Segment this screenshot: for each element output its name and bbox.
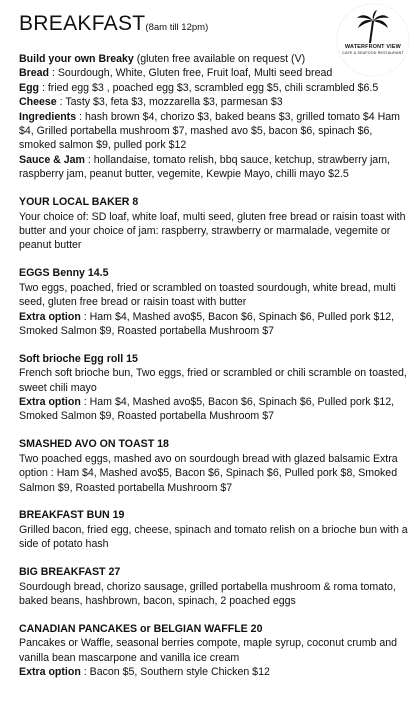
section-description: Sourdough bread, chorizo sausage, grilled portabella mushroom & roma tomato, baked beans, hashbrown, bacon, spinach, 2 poached eggs: [19, 580, 396, 607]
list-item: [19, 66, 411, 80]
section-title-text: YOUR LOCAL BAKER 8: [19, 196, 139, 209]
extra-label: Extra option: [19, 666, 81, 679]
menu-body: [19, 52, 411, 693]
list-item: [19, 95, 411, 109]
logo-name: WATERFRONT VIEW: [345, 44, 401, 50]
serving-hours: (8am till 12pm): [145, 22, 209, 33]
section-title: Build your own Breaky: [19, 53, 134, 65]
menu-header: [19, 12, 208, 36]
section-title-text: BIG BREAKFAST 27: [19, 566, 121, 579]
section-title-text: SMASHED AVO ON TOAST 18: [19, 438, 169, 451]
list-item: [19, 153, 411, 182]
section-eggs-benny: [19, 266, 411, 338]
section-title-note: (gluten free available on request (V): [133, 53, 306, 65]
menu-title: BREAKFAST: [19, 12, 146, 35]
section-title-text: EGGS Benny 14.5: [19, 267, 109, 280]
item-text: : Tasty $3, feta $3, mozzarella $3, parmesan $3: [56, 96, 283, 109]
section-title: [19, 352, 411, 366]
extra-options: [19, 395, 411, 424]
item-text: : hollandaise, tomato relish, bbq sauce, ketchup, strawberry jam, raspberry jam, peanut butter, vegemite, Kewpie Mayo, chilli mayo $2.5: [19, 153, 390, 181]
extra-options: [19, 310, 411, 339]
list-item: [19, 81, 411, 95]
section-title: [19, 622, 411, 636]
extra-options: [19, 665, 411, 679]
item-label: Ingredients: [19, 110, 77, 123]
section-build-your-own: [19, 52, 411, 182]
section-heading: [19, 52, 411, 66]
section-title-text: CANADIAN PANCAKES or BELGIAN WAFFLE 20: [19, 622, 263, 635]
item-label: Sauce & Jam: [19, 153, 85, 166]
section-title-text: BREAKFAST BUN 19: [19, 509, 125, 522]
item-text: : Sourdough, White, Gluten free, Fruit loaf, Multi seed bread: [49, 67, 333, 80]
extra-text: : Bacon $5, Southern style Chicken $12: [80, 666, 270, 679]
section-description: Grilled bacon, fried egg, cheese, spinach and tomato relish on a brioche bun with a side of potato hash: [19, 523, 408, 551]
section-brioche-egg-roll: [19, 352, 411, 424]
section-description: Two poached eggs, mashed avo on sourdough bread with glazed balsamic Extra option : Ham $4, Mashed avo$5, Bacon $6, Spinach $6, Pulled pork $8, Smoked Salmon $9, Roasted portabella Mushroom $7: [19, 452, 398, 494]
section-title: [19, 266, 411, 280]
section-big-breakfast: [19, 565, 411, 608]
item-text: : hash brown $4, chorizo $3, baked beans $3, grilled tomato $4 Ham $4, Grilled portabella mushroom $7, mashed avo $5, bacon $6, spinach $6, smoked salmon $9, pulled pork $12: [19, 110, 400, 152]
section-local-baker: [19, 195, 411, 253]
extra-text: : Ham $4, Mashed avo$5, Bacon $6, Spinach $6, Pulled pork $12, Smoked Salmon $9, Roasted portabella Mushroom $7: [19, 396, 395, 423]
section-description: Pancakes or Waffle, seasonal berries compote, maple syrup, coconut crumb and vanilla bean mascarpone and vanilla ice cream: [19, 637, 398, 664]
section-description: Your choice of: SD loaf, white loaf, multi seed, gluten free bread or raisin toast with butter and your choice of jam: raspberry, strawberry or marmalade, vegemite or peanut butter: [19, 210, 406, 252]
extra-label: Extra option: [19, 396, 81, 409]
section-description: Two eggs, poached, fried or scrambled on toasted sourdough, white bread, multi seed, gluten free bread or raisin toast with butter: [19, 281, 396, 309]
logo-tagline: CAFE & SEAFOOD RESTAURANT: [342, 51, 404, 55]
item-label: Cheese: [19, 96, 57, 109]
section-breakfast-bun: [19, 508, 411, 551]
extra-label: Extra option: [19, 310, 81, 323]
extra-text: : Ham $4, Mashed avo$5, Bacon $6, Spinach $6, Pulled pork $12, Smoked Salmon $9, Roasted portabella Mushroom $7: [19, 310, 395, 337]
section-pancakes-waffle: [19, 622, 411, 680]
palm-tree-icon: [355, 9, 391, 45]
item-label: Egg: [19, 81, 40, 94]
section-title: [19, 508, 411, 522]
section-title-text: Soft brioche Egg roll 15: [19, 352, 138, 365]
list-item: [19, 110, 411, 153]
section-smashed-avo: [19, 437, 411, 495]
item-text: : fried egg $3 , poached egg $3, scrambled egg $5, chili scrambled $6.5: [39, 81, 379, 94]
section-title: [19, 437, 411, 451]
section-description: French soft brioche bun, Two eggs, fried or scrambled or chili scramble on toasted, sweet chili mayo: [19, 367, 407, 394]
section-title: [19, 195, 411, 209]
item-label: Bread: [19, 67, 50, 80]
section-title: [19, 565, 411, 579]
